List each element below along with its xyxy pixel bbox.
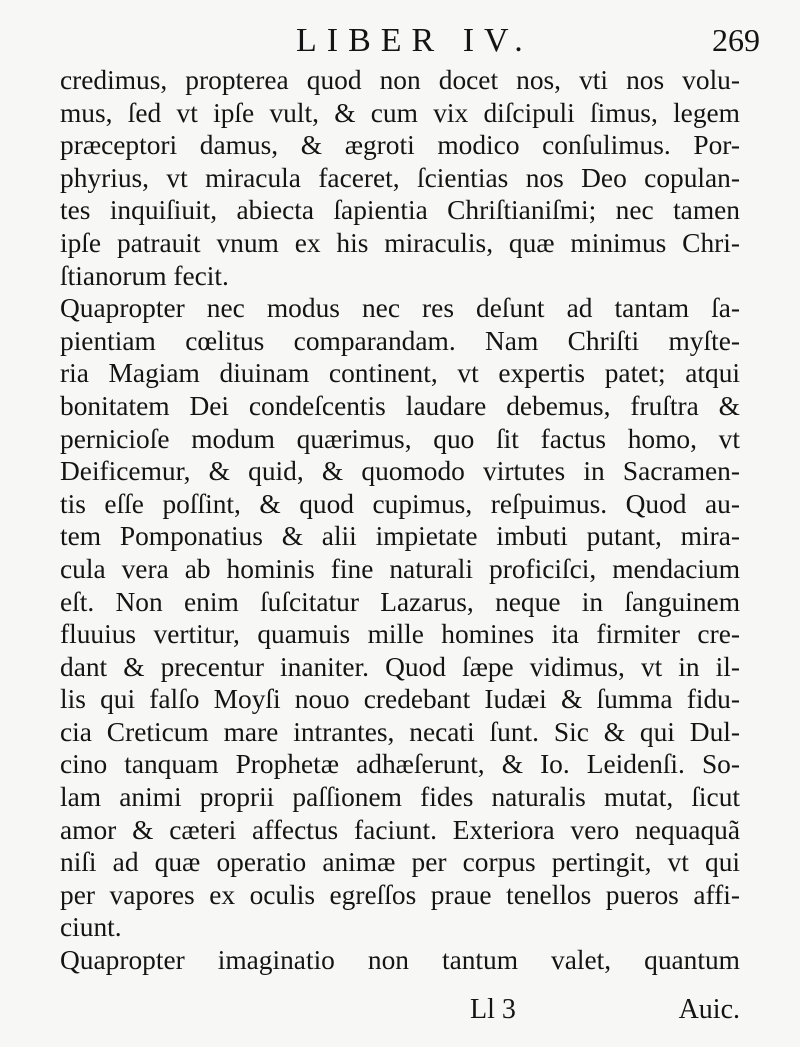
text-line: cula vera ab hominis fine naturali proficiſci, mendacium xyxy=(60,553,740,584)
running-head: LIBER IV. xyxy=(296,22,533,59)
paragraph-2 xyxy=(60,292,740,944)
text-line: lam animi proprii paſſionem fides naturalis mutat, ſicut xyxy=(60,782,740,813)
text-line: Deificemur, & quid, & quomodo virtutes in Sacramen- xyxy=(60,456,740,487)
page-header xyxy=(60,22,760,62)
text-line: eſt. Non enim ſuſcitatur Lazarus, neque in ſanguinem xyxy=(60,586,740,617)
text-line: Quapropter imaginatio non tantum valet, quantum xyxy=(60,945,740,976)
catchword: Auic. xyxy=(678,994,740,1025)
page-footer xyxy=(60,994,740,1034)
text-line: pernicioſe modum quærimus, quo ſit factus homo, vt xyxy=(60,423,740,454)
text-line: cia Creticum mare intrantes, necati ſunt. Sic & qui Dul- xyxy=(60,716,740,747)
text-line: phyrius, vt miracula faceret, ſcientias nos Deo copulan- xyxy=(60,162,740,193)
body-text xyxy=(60,64,740,977)
text-line: ciunt. xyxy=(60,912,122,943)
text-line: credimus, propterea quod non docet nos, vti nos volu- xyxy=(60,65,740,95)
text-line: præceptori damus, & ægroti modico conſulimus. Por- xyxy=(60,130,740,161)
text-line: ſtianorum fecit. xyxy=(60,260,229,291)
signature-mark: Ll 3 xyxy=(470,994,516,1025)
page-number: 269 xyxy=(712,22,760,58)
text-line: cino tanquam Prophetæ adhæſerunt, & Io. Leidenſi. So- xyxy=(60,749,740,780)
paragraph-3 xyxy=(60,944,740,977)
text-line: ipſe patrauit vnum ex his miraculis, quæ minimus Chri- xyxy=(60,227,740,258)
text-line: pientiam cœlitus comparandam. Nam Chriſti myſte- xyxy=(60,325,740,356)
text-line: mus, ſed vt ipſe vult, & cum vix diſcipuli ſimus, legem xyxy=(60,97,740,128)
text-line: fluuius vertitur, quamuis mille homines ita firmiter cre- xyxy=(60,619,740,650)
text-line: Quapropter nec modus nec res deſunt ad tantam ſa- xyxy=(60,293,740,324)
text-line: amor & cæteri affectus faciunt. Exteriora vero nequaquã xyxy=(60,814,740,845)
text-line: niſi ad quæ operatio animæ per corpus pertingit, vt qui xyxy=(60,847,740,878)
text-line: tes inquiſiuit, abiecta ſapientia Chriſtianiſmi; nec tamen xyxy=(60,195,740,226)
text-line: bonitatem Dei condeſcentis laudare debemus, fruſtra & xyxy=(60,390,740,421)
text-line: tis eſſe poſſint, & quod cupimus, reſpuimus. Quod au- xyxy=(60,488,740,519)
text-line: per vapores ex oculis egreſſos praue tenellos pueros affi- xyxy=(60,879,740,910)
text-line: tem Pomponatius & alii impietate imbuti putant, mira- xyxy=(60,521,740,552)
text-line: dant & precentur inaniter. Quod ſæpe vidimus, vt in il- xyxy=(60,651,740,682)
text-line: ria Magiam diuinam continent, vt expertis patet; atqui xyxy=(60,358,740,389)
text-line: lis qui falſo Moyſi nouo credebant Iudæi & ſumma fidu- xyxy=(60,684,740,715)
paragraph-1 xyxy=(60,64,740,292)
